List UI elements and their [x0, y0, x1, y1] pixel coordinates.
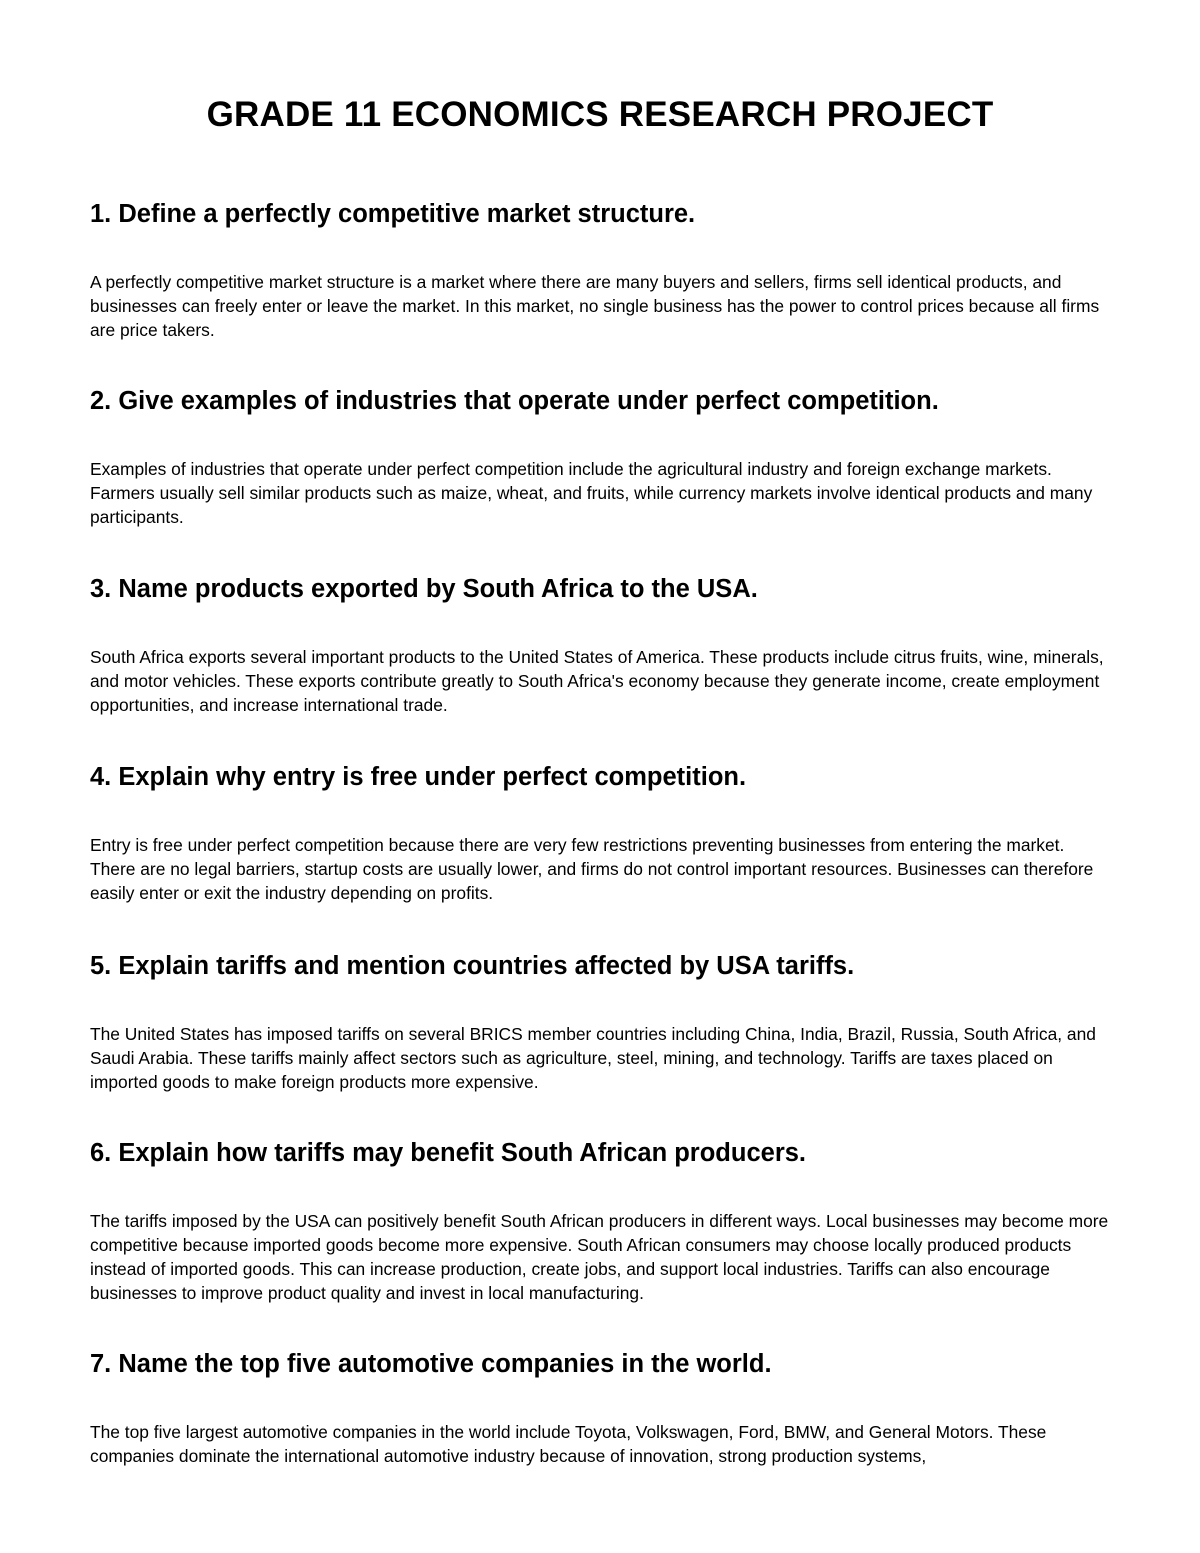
- section-body: South Africa exports several important products to the United States of America. These products include citrus fruits, wine, minerals, and motor vehicles. These exports contribute greatly to South Africa's economy because they generate income, create employment opportunities, and increase international trade.: [90, 647, 1104, 715]
- section-body: The United States has imposed tariffs on several BRICS member countries including China, India, Brazil, Russia, South Africa, and Saudi Arabia. These tariffs mainly affect sectors such as agriculture, steel, mining, and technology. Tariffs are taxes placed on imported goods to make foreign products more expensive.: [90, 1024, 1096, 1092]
- section-2: [90, 385, 1114, 529]
- section-heading: 1. Define a perfectly competitive market structure.: [90, 200, 696, 228]
- document-title: GRADE 11 ECONOMICS RESEARCH PROJECT: [206, 95, 994, 134]
- section-3: [90, 573, 1114, 717]
- section-4: [90, 761, 1114, 905]
- section-7: [90, 1348, 1114, 1468]
- section-body: Entry is free under perfect competition because there are very few restrictions preventing businesses from entering the market. There are no legal barriers, startup costs are usually lower, and firms do not control important resources. Businesses can therefore easily enter or exit the industry depending on profits.: [90, 835, 1094, 903]
- section-body: The tariffs imposed by the USA can positively benefit South African producers in different ways. Local businesses may become more competitive because imported goods become more expensive. South African consumers may choose locally produced products instead of imported goods. This can increase production, create jobs, and support local industries. Tariffs can also encourage businesses to improve product quality and invest in local manufacturing.: [90, 1211, 1109, 1303]
- section-heading: 7. Name the top five automotive companies in the world.: [90, 1350, 772, 1378]
- section-heading: 5. Explain tariffs and mention countries affected by USA tariffs.: [90, 952, 855, 980]
- section-heading: 3. Name products exported by South Africa to the USA.: [90, 575, 758, 603]
- section-body: Examples of industries that operate under perfect competition include the agricultural industry and foreign exchange markets. Farmers usually sell similar products such as maize, wheat, and fruits, while currency markets involve identical products and many participants.: [90, 459, 1093, 527]
- section-body: A perfectly competitive market structure is a market where there are many buyers and sellers, firms sell identical products, and businesses can freely enter or leave the market. In this market, no single business has the power to control prices because all firms are price takers.: [90, 272, 1100, 340]
- section-6: [90, 1137, 1114, 1305]
- section-5: [90, 950, 1114, 1094]
- section-heading: 4. Explain why entry is free under perfect competition.: [90, 763, 747, 791]
- section-body: The top five largest automotive companies in the world include Toyota, Volkswagen, Ford, BMW, and General Motors. These companies dominate the international automotive industry because of innovation, strong production systems,: [90, 1422, 1047, 1466]
- section-1: [90, 198, 1114, 342]
- section-heading: 2. Give examples of industries that operate under perfect competition.: [90, 387, 939, 415]
- section-heading: 6. Explain how tariffs may benefit South African producers.: [90, 1139, 807, 1167]
